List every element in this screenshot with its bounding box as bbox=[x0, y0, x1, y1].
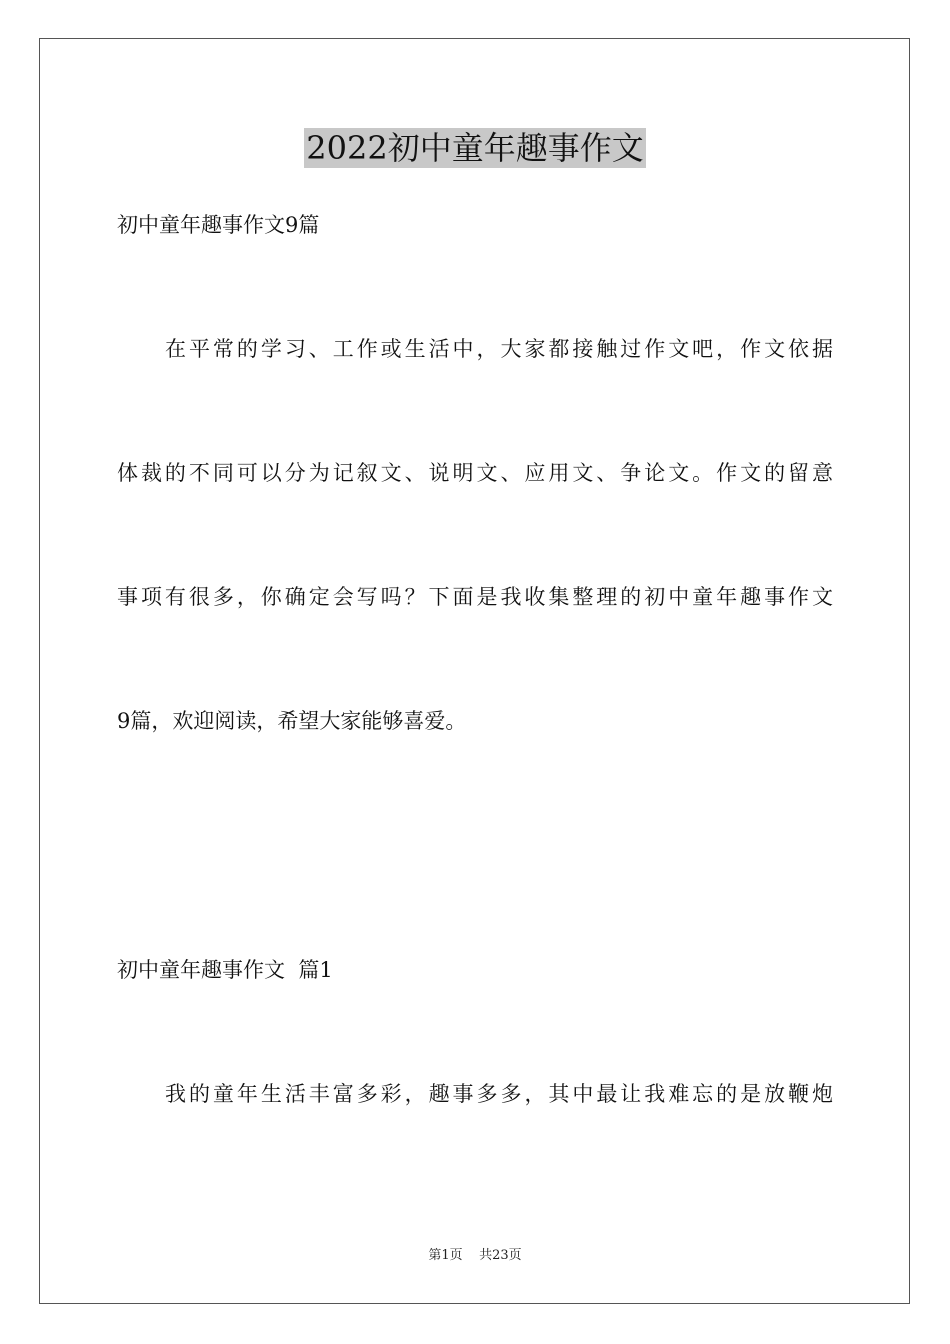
intro-line-3: 事项有很多，你确定会写吗？下面是我收集整理的初中童年趣事作文 bbox=[117, 585, 833, 609]
page-footer: 第1页 共23页 bbox=[428, 1248, 522, 1263]
intro-line-1: 在平常的学习、工作或生活中，大家都接触过作文吧，作文依据 bbox=[165, 337, 833, 361]
intro-line-4: 9篇，欢迎阅读，希望大家能够喜爱。 bbox=[117, 709, 467, 733]
section-heading: 初中童年趣事作文 篇1 bbox=[117, 958, 333, 982]
document-subtitle: 初中童年趣事作文9篇 bbox=[117, 213, 320, 237]
intro-line-2: 体裁的不同可以分为记叙文、说明文、应用文、争论文。作文的留意 bbox=[117, 461, 833, 485]
section-paragraph-line-1: 我的童年生活丰富多彩，趣事多多，其中最让我难忘的是放鞭炮 bbox=[165, 1082, 833, 1106]
document-title: 2022初中童年趣事作文 bbox=[306, 129, 644, 167]
title-container bbox=[0, 128, 950, 168]
